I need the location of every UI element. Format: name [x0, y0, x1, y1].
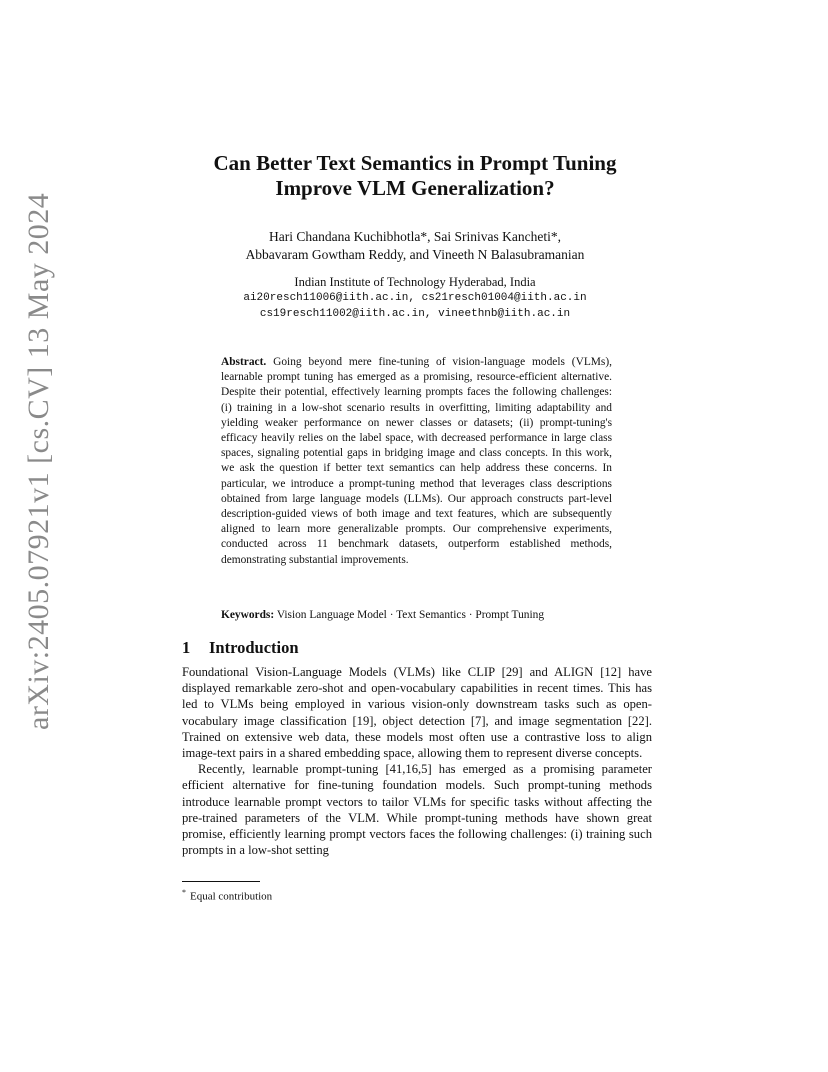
authors-line-2: Abbavaram Gowtham Reddy, and Vineeth N Balasubramanian [245, 247, 585, 262]
section-heading [182, 638, 299, 658]
footnote-rule [182, 881, 260, 882]
footnote [182, 886, 272, 904]
abstract-label: Abstract. [221, 356, 267, 368]
keywords [221, 608, 621, 623]
body-text [182, 664, 652, 858]
paper-title [150, 151, 680, 201]
title-line-1: Can Better Text Semantics in Prompt Tuning [213, 151, 617, 175]
keywords-label: Keywords: [221, 609, 275, 621]
abstract-text: Going beyond mere fine-tuning of vision-language models (VLMs), learnable prompt tuning has emerged as a promising, resource-efficient alternative. Despite their potential, effectively learning prompts faces the following challenges: (i) training in a low-shot scenario results in overfitting, limiting adaptability and yielding weaker performance on newer classes or datasets; (ii) prompt-tuning's efficacy heavily relies on the label space, with decreased performance in large class spaces, signaling potential gaps in bridging image and class concepts. In this work, we ask the question if better text semantics can help address these concerns. In particular, we introduce a prompt-tuning method that leverages class descriptions obtained from large language models (LLMs). Our approach constructs part-level description-guided views of both image and text features, which are subsequently aligned to learn more generalizable prompts. Our comprehensive experiments, conducted across 11 benchmark datasets, outperform established methods, demonstrating substantial improvements. [221, 356, 612, 566]
footnote-mark: * [182, 888, 186, 897]
emails-line-1: ai20resch11006@iith.ac.in, cs21resch01004@iith.ac.in [243, 292, 587, 304]
arxiv-identifier: arXiv:2405.07921v1 [cs.CV] 13 May 2024 [22, 192, 55, 730]
keywords-text: Vision Language Model · Text Semantics · Prompt Tuning [276, 609, 545, 621]
authors-line-1: Hari Chandana Kuchibhotla*, Sai Srinivas Kancheti*, [268, 229, 562, 244]
abstract [221, 355, 612, 568]
emails-line-2: cs19resch11002@iith.ac.in, vineethnb@iith.ac.in [259, 308, 571, 320]
paragraph-1: Foundational Vision-Language Models (VLMs) like CLIP [29] and ALIGN [12] have displayed remarkable zero-shot and open-vocabulary capabilities in recent times. This has led to VLMs being employed in various vision-only downstream tasks such as open-vocabulary image classification [19], object detection [7], and image segmentation [22]. Trained on extensive web data, these models most often use a contrastive loss to align image-text pairs in a shared embedding space, allowing them to represent diverse concepts. [182, 665, 652, 761]
affiliation: Indian Institute of Technology Hyderabad, India [294, 275, 536, 289]
author-list [150, 228, 680, 264]
title-line-2: Improve VLM Generalization? [275, 176, 555, 200]
section-number: 1 [182, 638, 191, 657]
section-title: Introduction [209, 638, 299, 657]
paragraph-2: Recently, learnable prompt-tuning [41,16,5] has emerged as a promising parameter efficient alternative for fine-tuning foundation models. Such prompt-tuning methods introduce learnable prompt vectors to tailor VLMs for specific tasks without affecting the pre-trained parameters of the VLM. While prompt-tuning methods have shown great promise, efficiently learning prompt vectors faces the following challenges: (i) training such prompts in a low-shot setting [182, 762, 652, 858]
footnote-text: Equal contribution [190, 890, 273, 903]
affiliation-block [150, 274, 680, 322]
